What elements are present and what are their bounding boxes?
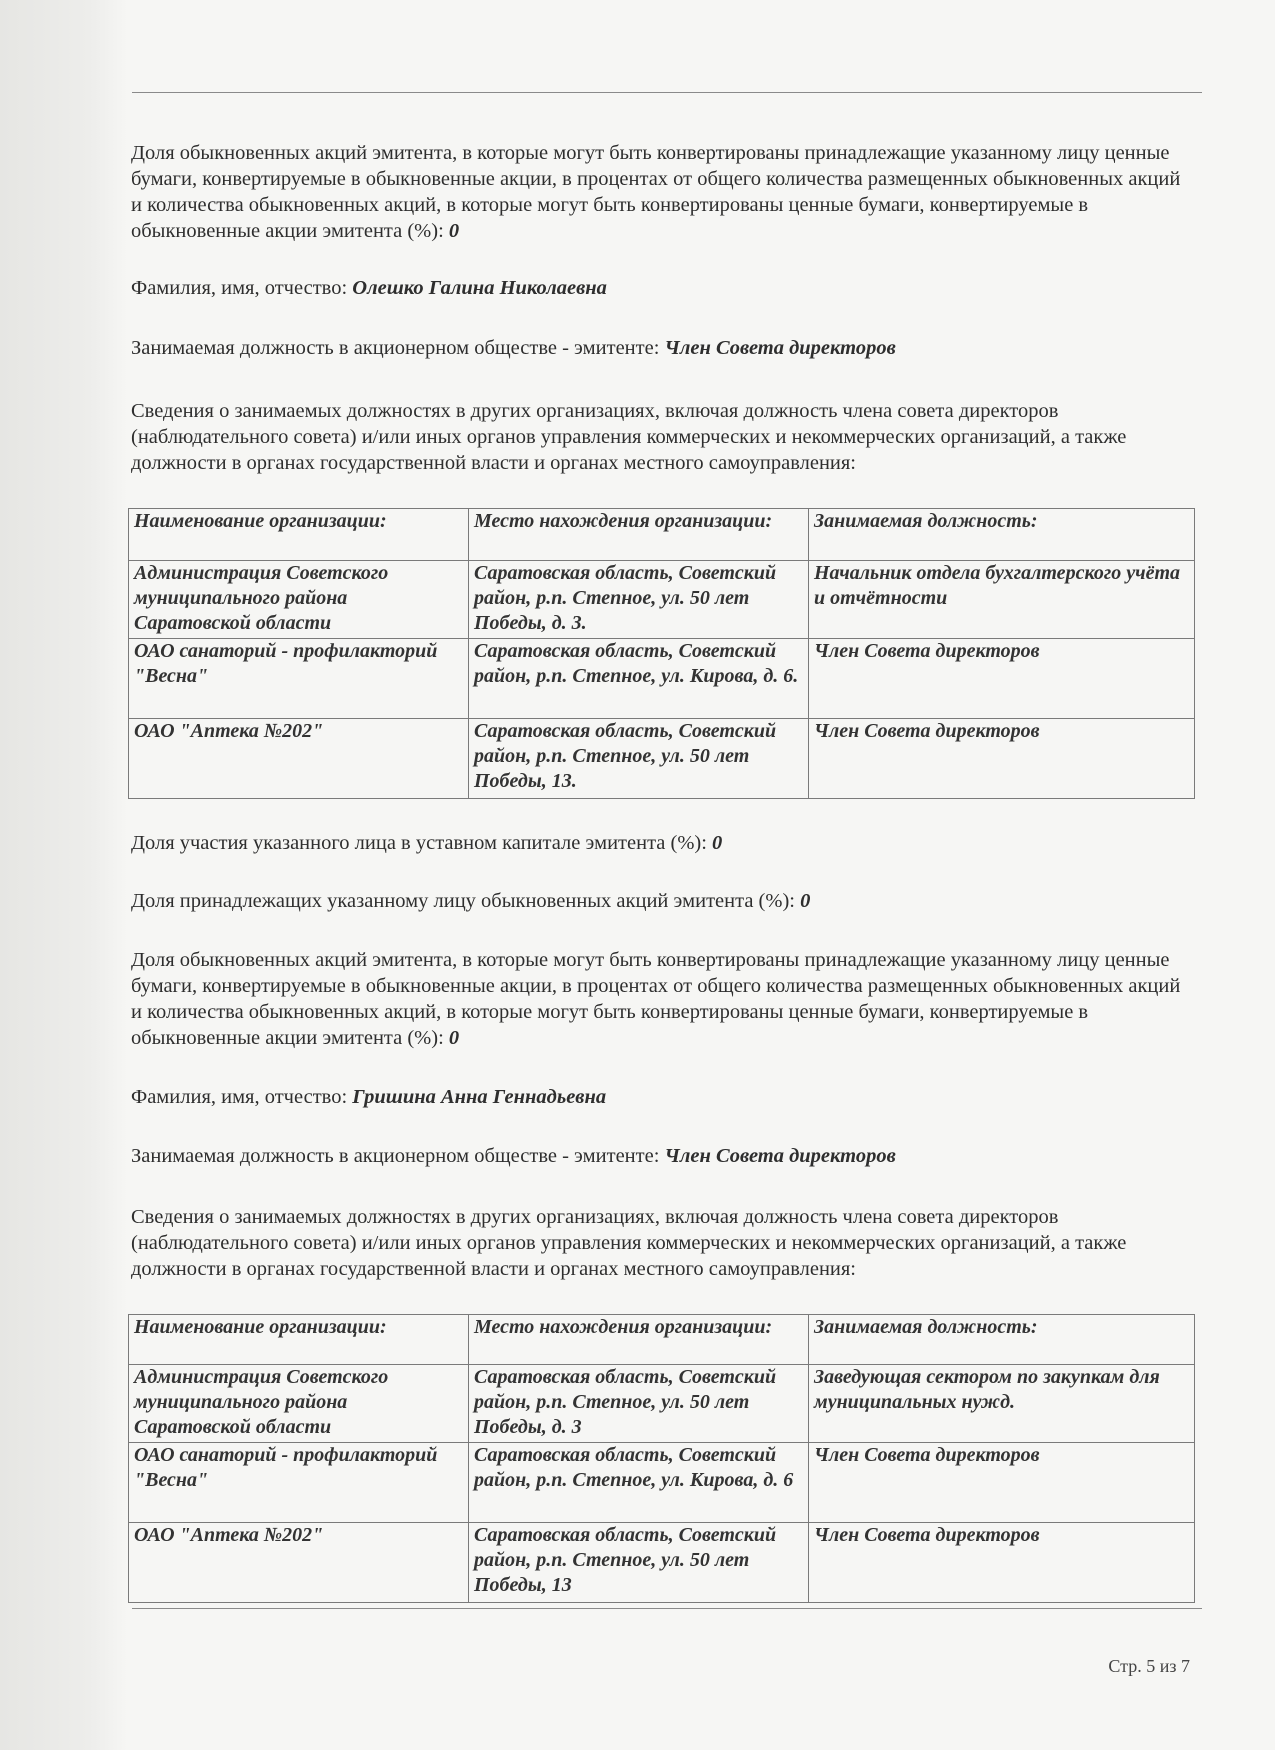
charter-share-label: Доля участия указанного лица в уставном капитале эмитента (%):	[131, 832, 707, 854]
person1-organizations-table	[128, 508, 1195, 799]
org-location-cell: Саратовская область, Советский район, р.п. Степное, ул. 50 лет Победы, 13	[469, 1523, 809, 1603]
table-row	[129, 1523, 1195, 1603]
org-name-cell: ОАО "Аптека №202"	[129, 719, 469, 799]
bottom-rule	[132, 1608, 1202, 1609]
org-location-cell: Саратовская область, Советский район, р.п. Степное, ул. 50 лет Победы, д. 3.	[469, 561, 809, 639]
header-position: Занимаемая должность:	[809, 1315, 1195, 1365]
ordinary-share-label: Доля принадлежащих указанному лицу обыкновенных акций эмитента (%):	[131, 890, 795, 912]
org-name-cell: Администрация Советского муниципального района Саратовской области	[129, 561, 469, 639]
org-position-cell: Начальник отдела бухгалтерского учёта и отчётности	[809, 561, 1195, 639]
person1-other-positions-intro: Сведения о занимаемых должностях в других организациях, включая должность члена совета директоров (наблюдательного совета) и/или иных органов управления коммерческих и некоммерческих организаций, а также должности в органах государственной власти и органах местного самоуправления:	[131, 400, 1127, 474]
scan-shadow-edge	[0, 0, 128, 1750]
person2-other-positions-intro: Сведения о занимаемых должностях в других организациях, включая должность члена совета директоров (наблюдательного совета) и/или иных органов управления коммерческих и некоммерческих организаций, а также должности в органах государственной власти и органах местного самоуправления:	[131, 1206, 1127, 1280]
person1-convertible-share	[131, 947, 1196, 1051]
org-name-cell: ОАО санаторий - профилакторий "Весна"	[129, 639, 469, 719]
person-position: Член Совета директоров	[664, 337, 896, 359]
ordinary-share-value: 0	[800, 890, 811, 912]
org-name-cell: ОАО санаторий - профилакторий "Весна"	[129, 1443, 469, 1523]
person1-charter-share-line	[131, 830, 722, 856]
person2-position-line	[131, 1143, 896, 1169]
org-position-cell: Член Совета директоров	[809, 639, 1195, 719]
name-label: Фамилия, имя, отчество:	[131, 277, 348, 299]
top-rule	[132, 92, 1202, 93]
table-row	[129, 1365, 1195, 1443]
page-number: Стр. 5 из 7	[1108, 1656, 1190, 1676]
charter-share-value: 0	[712, 832, 723, 854]
position-label: Занимаемая должность в акционерном обществе - эмитенте:	[131, 1145, 660, 1167]
header-org-location: Место нахождения организации:	[469, 1315, 809, 1365]
table-row	[129, 719, 1195, 799]
header-org-location: Место нахождения организации:	[469, 509, 809, 561]
org-location-cell: Саратовская область, Советский район, р.п. Степное, ул. 50 лет Победы, 13.	[469, 719, 809, 799]
document-page	[128, 0, 1198, 1750]
convertible-share-text: Доля обыкновенных акций эмитента, в которые могут быть конвертированы принадлежащие указанному лицу ценные бумаги, конвертируемые в обыкновенные акции, в процентах от общего количества размещенных обыкновенных акций и количества обыкновенных акций, в которые могут быть конвертированы ценные бумаги, конвертируемые в обыкновенные акции эмитента (%):	[131, 949, 1181, 1049]
convertible-share-value: 0	[448, 1027, 460, 1049]
table-header-row	[129, 1315, 1195, 1365]
org-position-cell: Заведующая сектором по закупкам для муниципальных нужд.	[809, 1365, 1195, 1443]
org-position-cell: Член Совета директоров	[809, 719, 1195, 799]
header-org-name: Наименование организации:	[129, 509, 469, 561]
table-row	[129, 1443, 1195, 1523]
name-label: Фамилия, имя, отчество:	[131, 1086, 348, 1108]
person-position: Член Совета директоров	[664, 1145, 896, 1167]
person1-name-line	[131, 275, 607, 301]
org-position-cell: Член Совета директоров	[809, 1443, 1195, 1523]
org-name-cell: ОАО "Аптека №202"	[129, 1523, 469, 1603]
person1-ordinary-share-line	[131, 888, 810, 914]
org-location-cell: Саратовская область, Советский район, р.п. Степное, ул. 50 лет Победы, д. 3	[469, 1365, 809, 1443]
person-name: Олешко Галина Николаевна	[352, 277, 607, 299]
person1-position-line	[131, 335, 896, 361]
header-position: Занимаемая должность:	[809, 509, 1195, 561]
header-org-name: Наименование организации:	[129, 1315, 469, 1365]
position-label: Занимаемая должность в акционерном обществе - эмитенте:	[131, 337, 660, 359]
org-location-cell: Саратовская область, Советский район, р.п. Степное, ул. Кирова, д. 6	[469, 1443, 809, 1523]
convertible-share-text: Доля обыкновенных акций эмитента, в которые могут быть конвертированы принадлежащие указанному лицу ценные бумаги, конвертируемые в обыкновенные акции, в процентах от общего количества размещенных обыкновенных акций и количества обыкновенных акций, в которые могут быть конвертированы ценные бумаги, конвертируемые в обыкновенные акции эмитента (%):	[131, 142, 1181, 242]
person2-organizations-table	[128, 1314, 1195, 1603]
table-row	[129, 561, 1195, 639]
org-position-cell: Член Совета директоров	[809, 1523, 1195, 1603]
block1-convertible-share	[131, 140, 1196, 244]
person2-name-line	[131, 1084, 606, 1110]
org-location-cell: Саратовская область, Советский район, р.п. Степное, ул. Кирова, д. 6.	[469, 639, 809, 719]
table-row	[129, 639, 1195, 719]
org-name-cell: Администрация Советского муниципального района Саратовской области	[129, 1365, 469, 1443]
person-name: Гришина Анна Геннадьевна	[352, 1086, 607, 1108]
convertible-share-value: 0	[448, 220, 460, 242]
table-header-row	[129, 509, 1195, 561]
